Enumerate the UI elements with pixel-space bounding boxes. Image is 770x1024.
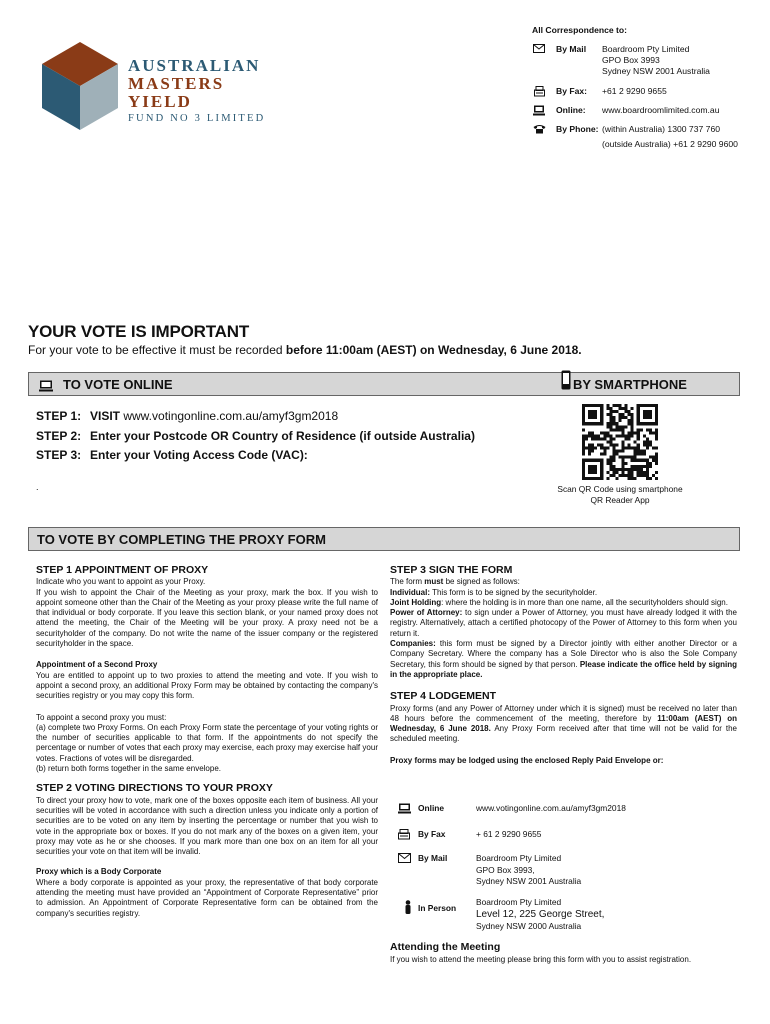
step-3-intro-c: be signed as follows: <box>443 577 520 587</box>
smartphone-icon <box>561 370 571 395</box>
vote-online-title: TO VOTE ONLINE <box>63 377 173 392</box>
online-label: Online: <box>556 105 586 115</box>
companies-label: Companies: <box>390 639 436 649</box>
proxy-form-title: TO VOTE BY COMPLETING THE PROXY FORM <box>37 532 326 547</box>
companies-bold: Please indicate the office held by signing in the appropriate place. <box>390 659 737 679</box>
envelope-icon <box>398 853 414 865</box>
computer-icon <box>39 379 53 397</box>
qr-caption-2: QR Reader App <box>590 495 650 505</box>
poa-label: Power of Attorney: <box>390 608 463 618</box>
attending-heading: Attending the Meeting <box>390 941 501 953</box>
envelope-icon <box>532 44 546 55</box>
mail-line: Sydney NSW 2001 Australia <box>602 66 710 76</box>
proxy-right-column <box>390 565 737 766</box>
step-2-text: Enter your Postcode OR Country of Residence (if outside Australia) <box>90 429 475 443</box>
fax-value: +61 2 9290 9655 <box>602 86 667 96</box>
step-1-intro: Indicate who you want to appoint as your Proxy. <box>36 577 206 587</box>
second-proxy-heading: Appointment of a Second Proxy <box>36 660 158 670</box>
step-4-deadline: 11:00am (AEST) on Wednesday, 6 June 2018. <box>390 713 738 734</box>
phone-label: By Phone: <box>556 124 599 134</box>
qr-caption-1: Scan QR Code using smartphone <box>557 484 683 494</box>
lodge-person-line: Level 12, 225 George Street, <box>476 908 605 920</box>
companies-body: this form must be signed by a Director jointly with either another Director or a Company Secretary. Where the company has a Sole Director who is also the Sole Company Secretary, this form should be signed by that person. <box>390 639 737 669</box>
step-1-bold: VISIT <box>90 409 121 423</box>
body-corporate-heading: Proxy which is a Body Corporate <box>36 867 162 877</box>
logo-line-1: AUSTRALIAN <box>128 56 261 75</box>
attending-body: If you wish to attend the meeting please bring this form with you to assist registration. <box>390 955 692 964</box>
phone-line-2: (outside Australia) +61 2 9290 9600 <box>602 139 738 149</box>
logo-line-4: FUND NO 3 LIMITED <box>128 113 266 124</box>
companies-text <box>390 639 737 680</box>
proxy-left-column <box>36 565 378 919</box>
lodgement-methods-heading: Proxy forms may be lodged using the enclosed Reply Paid Envelope or: <box>390 755 664 765</box>
qr-code[interactable] <box>582 404 658 480</box>
lodge-mail-label: By Mail <box>418 853 448 863</box>
mail-line: Boardroom Pty Limited <box>602 44 690 54</box>
logo-line-3: YIELD <box>128 92 192 111</box>
vote-deadline <box>28 343 582 357</box>
phone-line-1: (within Australia) 1300 737 760 <box>602 124 721 134</box>
lodge-fax-label: By Fax <box>418 829 446 839</box>
lodge-online-label: Online <box>418 803 445 813</box>
step-number: STEP 2: <box>36 429 82 443</box>
vac-dot: . <box>36 482 39 492</box>
lodge-mail-line: GPO Box 3993, <box>476 864 535 875</box>
poa-body: to sign under a Power of Attorney, you must have already lodged it with the registry. Alternatively, attach a certified photocopy of the Power of Attorney to this form when you return it. <box>390 608 737 638</box>
smartphone-title: BY SMARTPHONE <box>573 377 687 392</box>
step-3-text: Enter your Voting Access Code (VAC): <box>90 448 308 462</box>
telephone-icon <box>532 124 546 136</box>
lodge-person-line: Boardroom Pty Limited <box>476 897 562 907</box>
online-value: www.boardroomlimited.com.au <box>602 105 720 115</box>
step-4-body-a: Proxy forms (and any Power of Attorney under which it is signed) must be received no later than 48 hours before the commencement of the meeting, therefore by <box>390 703 737 723</box>
company-logo <box>40 42 120 130</box>
lodge-fax-value: + 61 2 9290 9655 <box>476 829 542 839</box>
body-corporate-body: Where a body corporate is appointed as your proxy, the representative of that body corporate attending the meeting must have provided an “Appointment of Corporate Representative” prior to admission. An Appointment of Corporate Representative form can be obtained from the company's securities registry. <box>36 877 378 918</box>
lodge-person-line: Sydney NSW 2000 Australia <box>476 921 582 931</box>
lodge-mail-line: Boardroom Pty Limited <box>476 853 562 863</box>
step-3-intro <box>390 577 737 587</box>
poa-text <box>390 608 737 639</box>
online-step-1 <box>36 409 338 423</box>
lodge-mail-line: Sydney NSW 2001 Australia <box>476 876 582 886</box>
step-4-heading: STEP 4 LODGEMENT <box>390 690 496 703</box>
step-1-heading: STEP 1 APPOINTMENT OF PROXY <box>36 564 209 576</box>
lodge-person-label: In Person <box>418 903 457 913</box>
fax-label: By Fax: <box>556 86 588 96</box>
qr-caption <box>555 484 685 506</box>
step-2-body: To direct your proxy how to vote, mark one of the boxes opposite each item of business. All your securities will be voted in accordance with such a direction unless you indicate only a portion of securities are to be voted on any item by inserting the percentage or number that you wish to vote in the appropriate box or boxes. If you do not mark any of the boxes on a given item, your proxy may vote as he or she chooses. If you mark more than one box on an item for all your securities your vote on that item will be invalid. <box>36 795 378 857</box>
online-step-2 <box>36 429 475 443</box>
lodge-online-value[interactable]: www.votingonline.com.au/amyf3gm2018 <box>476 803 626 813</box>
joint-label: Joint Holding <box>390 597 442 607</box>
step-3-intro-a: The form <box>390 577 425 587</box>
second-proxy-how: To appoint a second proxy you must: <box>36 712 167 722</box>
individual-text <box>390 588 737 598</box>
fax-icon <box>398 829 414 842</box>
vote-deadline-date: before 11:00am (AEST) on Wednesday, 6 June 2018. <box>285 343 582 357</box>
second-proxy-body: You are entitled to appoint up to two proxies to attend the meeting and vote. If you wish to appoint a second proxy, an additional Proxy Form may be obtained by contacting the company's securities registry or you may copy this form. <box>36 670 378 701</box>
joint-text <box>390 598 737 608</box>
online-step-3 <box>36 448 308 462</box>
computer-icon <box>398 803 414 816</box>
proxy-form-bar <box>28 527 740 551</box>
step-number: STEP 3: <box>36 448 82 462</box>
correspondence-title: All Correspondence to: <box>532 25 628 35</box>
step-1-body: If you wish to appoint the Chair of the Meeting as your proxy, mark the box. If you wish to appoint someone other than the Chair of the Meeting as your proxy please write the full name of that individual or body corporate. If you leave this section blank, or your named proxy does not attend the meeting, the Chair of the Meeting will be your proxy. A proxy need not be a securityholder of the company. Do not write the name of the issuer company or the registered securityholder in the space. <box>36 587 378 649</box>
fax-icon <box>532 86 546 99</box>
page-title: YOUR VOTE IS IMPORTANT <box>28 322 250 341</box>
logo-line-2: MASTERS <box>128 74 225 93</box>
vote-deadline-prefix: For your vote to be effective it must be recorded <box>28 343 286 357</box>
mail-label: By Mail <box>556 44 587 54</box>
individual-body: This form is to be signed by the securityholder. <box>430 587 598 597</box>
joint-body: : where the holding is in more than one name, all the securityholders should sign. <box>441 597 728 607</box>
step-4-body-c: Any Proxy Form received after that time will not be valid for the scheduled meeting. <box>390 724 738 744</box>
second-proxy-b: (b) return both forms together in the same envelope. <box>36 764 221 774</box>
step-3-intro-b: must <box>424 577 444 587</box>
individual-label: Individual: <box>390 587 430 597</box>
step-number: STEP 1: <box>36 409 82 423</box>
second-proxy-a: (a) complete two Proxy Forms. On each Proxy Form state the percentage of your voting rights or the number of securities applicable to that form. If the appointments do not specify the percentage or number of votes that each proxy may exercise, each proxy may exercise half your votes. Fractions of votes will be disregarded. <box>36 722 378 763</box>
step-3-heading: STEP 3 SIGN THE FORM <box>390 564 513 576</box>
step-2-heading: STEP 2 VOTING DIRECTIONS TO YOUR PROXY <box>36 782 273 795</box>
vote-online-bar <box>28 372 740 396</box>
mail-line: GPO Box 3993 <box>602 55 660 65</box>
computer-icon <box>532 105 546 118</box>
step-4-body <box>390 704 737 745</box>
voting-url: www.votingonline.com.au/amyf3gm2018 <box>120 409 339 423</box>
